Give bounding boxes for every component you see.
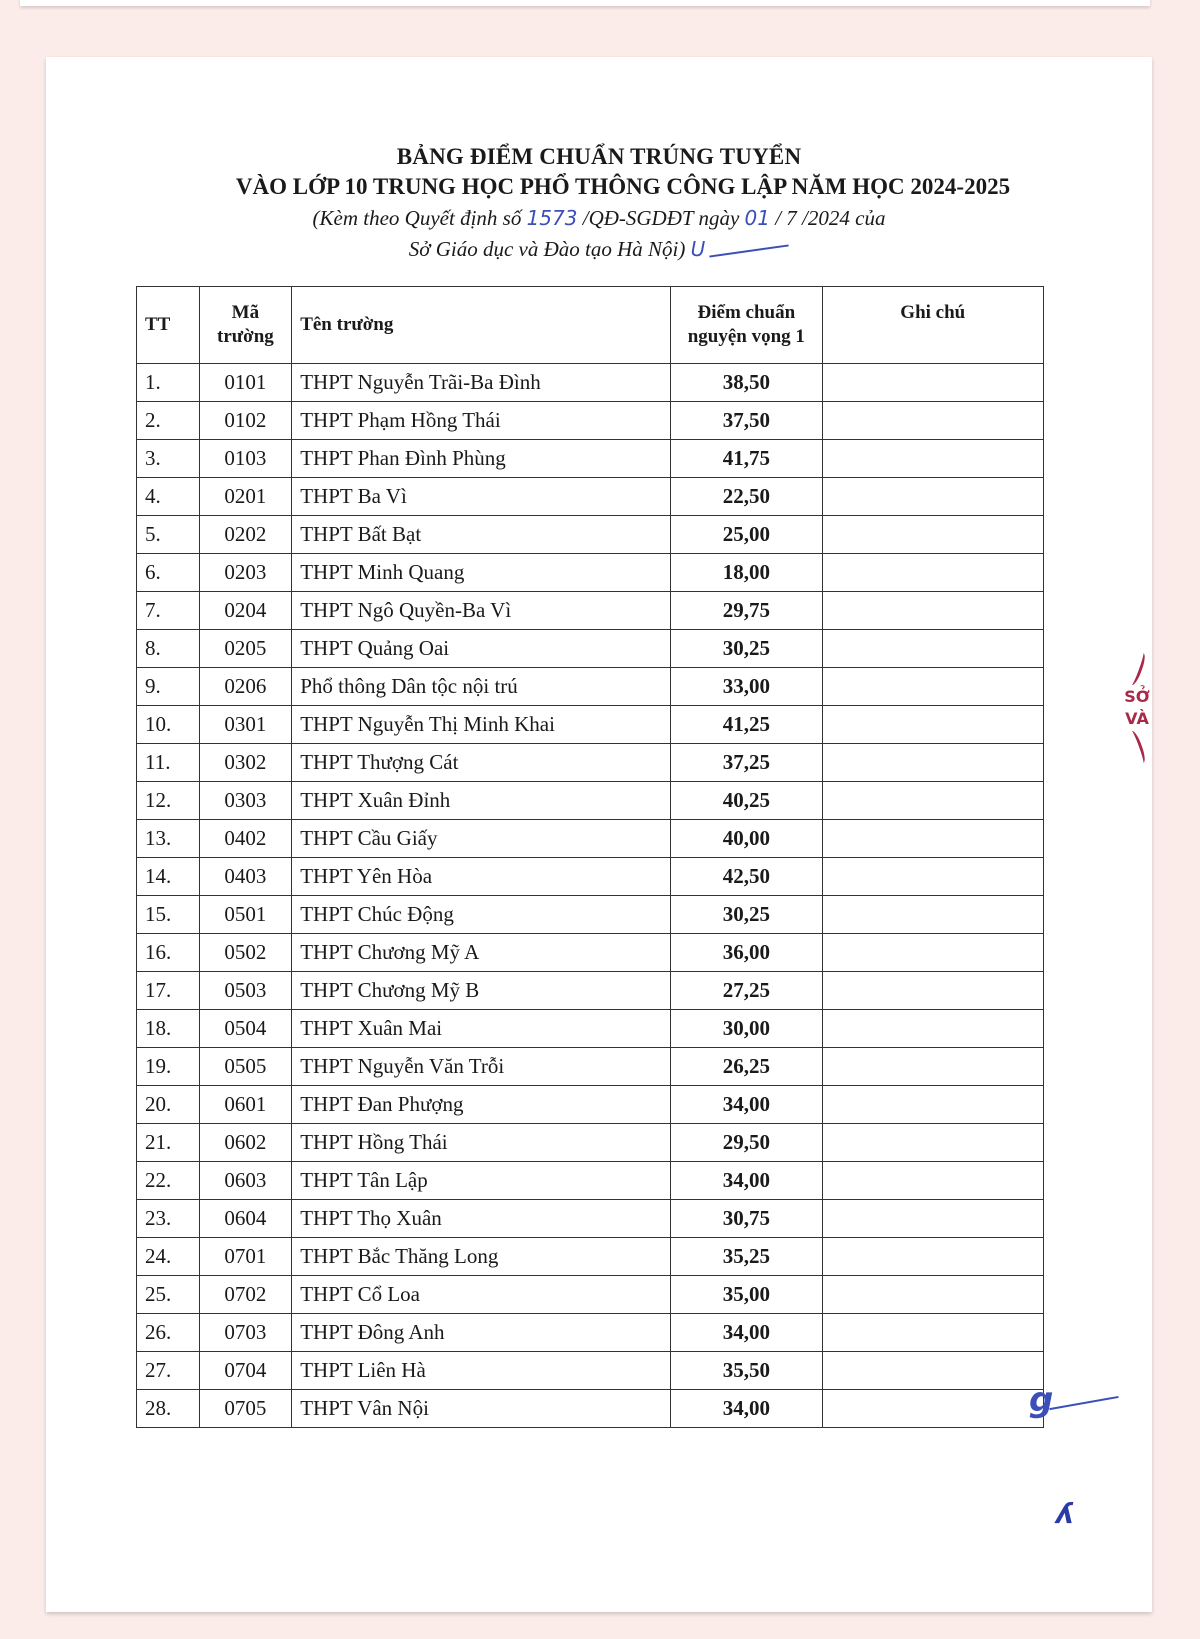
- document-subtitle: [46, 202, 1152, 234]
- school-name: THPT Chương Mỹ A: [292, 934, 671, 972]
- school-name: THPT Chương Mỹ B: [292, 972, 671, 1010]
- school-name: THPT Chúc Động: [292, 896, 671, 934]
- school-code: 0603: [199, 1162, 292, 1200]
- table-row: [137, 1276, 1044, 1314]
- table-row: [137, 668, 1044, 706]
- school-code: 0601: [199, 1086, 292, 1124]
- cutoff-score: 38,50: [671, 364, 822, 402]
- school-code: 0303: [199, 782, 292, 820]
- note: [822, 896, 1043, 934]
- row-index: 9.: [137, 668, 200, 706]
- header-cutoff-score: [671, 287, 822, 364]
- row-index: 4.: [137, 478, 200, 516]
- school-code: 0203: [199, 554, 292, 592]
- school-code: 0502: [199, 934, 292, 972]
- note: [822, 478, 1043, 516]
- corner-initial-signature: [1056, 1497, 1074, 1530]
- school-name: THPT Nguyễn Trãi-Ba Đình: [292, 364, 671, 402]
- header-school-name: Tên trường: [292, 287, 671, 364]
- school-name: THPT Nguyễn Thị Minh Khai: [292, 706, 671, 744]
- cutoff-score: 22,50: [671, 478, 822, 516]
- school-name: THPT Bắc Thăng Long: [292, 1238, 671, 1276]
- row-index: 12.: [137, 782, 200, 820]
- school-code: 0205: [199, 630, 292, 668]
- table-row: [137, 1314, 1044, 1352]
- table-row: [137, 896, 1044, 934]
- row-index: 16.: [137, 934, 200, 972]
- school-name: THPT Đông Anh: [292, 1314, 671, 1352]
- table-row: [137, 364, 1044, 402]
- header-score-line-1: Điểm chuẩn: [697, 302, 796, 323]
- note: [822, 1162, 1043, 1200]
- school-name: THPT Thượng Cát: [292, 744, 671, 782]
- note: [822, 668, 1043, 706]
- school-code: 0505: [199, 1048, 292, 1086]
- school-name: THPT Vân Nội: [292, 1390, 671, 1428]
- table-row: [137, 1086, 1044, 1124]
- note: [822, 1010, 1043, 1048]
- page-initial-signature: [1029, 1380, 1053, 1420]
- note: [822, 744, 1043, 782]
- note: [822, 1124, 1043, 1162]
- school-code: 0403: [199, 858, 292, 896]
- cutoff-score: 30,25: [671, 896, 822, 934]
- document-title: BẢNG ĐIỂM CHUẨN TRÚNG TUYỂN: [396, 144, 802, 169]
- school-code: 0301: [199, 706, 292, 744]
- subtitle-prefix: (Kèm theo Quyết định số: [312, 206, 527, 230]
- school-name: THPT Xuân Mai: [292, 1010, 671, 1048]
- row-index: 18.: [137, 1010, 200, 1048]
- cutoff-score: 30,25: [671, 630, 822, 668]
- row-index: 5.: [137, 516, 200, 554]
- table-row: [137, 1048, 1044, 1086]
- school-code: 0504: [199, 1010, 292, 1048]
- note: [822, 592, 1043, 630]
- school-code: 0202: [199, 516, 292, 554]
- cutoff-score: 40,00: [671, 820, 822, 858]
- table-header-row: [137, 287, 1044, 364]
- table-row: [137, 934, 1044, 972]
- school-code: 0102: [199, 402, 292, 440]
- school-name: THPT Thọ Xuân: [292, 1200, 671, 1238]
- row-index: 23.: [137, 1200, 200, 1238]
- school-name: THPT Yên Hòa: [292, 858, 671, 896]
- red-seal-stamp: [1117, 652, 1157, 792]
- table-row: [137, 1352, 1044, 1390]
- cutoff-score: 35,00: [671, 1276, 822, 1314]
- table-row: [137, 1124, 1044, 1162]
- document-page: [46, 57, 1152, 1612]
- header-code-line-2: trường: [217, 326, 274, 347]
- cutoff-score: 42,50: [671, 858, 822, 896]
- table-row: [137, 706, 1044, 744]
- row-index: 14.: [137, 858, 200, 896]
- cutoff-score: 25,00: [671, 516, 822, 554]
- note: [822, 364, 1043, 402]
- cutoff-score: 34,00: [671, 1086, 822, 1124]
- school-code: 0604: [199, 1200, 292, 1238]
- row-index: 6.: [137, 554, 200, 592]
- stamp-text-1: SỞ: [1124, 687, 1150, 706]
- cutoff-score: 41,25: [671, 706, 822, 744]
- cutoff-score: 41,75: [671, 440, 822, 478]
- decision-day: 01: [744, 206, 770, 230]
- note: [822, 820, 1043, 858]
- school-name: THPT Quảng Oai: [292, 630, 671, 668]
- row-index: 11.: [137, 744, 200, 782]
- corner-initial-text: ʎ: [1056, 1497, 1075, 1530]
- school-name: THPT Hồng Thái: [292, 1124, 671, 1162]
- table-row: [137, 820, 1044, 858]
- cutoff-score: 18,00: [671, 554, 822, 592]
- note: [822, 1086, 1043, 1124]
- row-index: 26.: [137, 1314, 200, 1352]
- school-name: THPT Cổ Loa: [292, 1276, 671, 1314]
- note: [822, 1276, 1043, 1314]
- stamp-arc-top: [1127, 651, 1147, 686]
- table-row: [137, 440, 1044, 478]
- header-code-line-1: Mã: [231, 302, 260, 323]
- table-row: [137, 972, 1044, 1010]
- note: [822, 402, 1043, 440]
- row-index: 2.: [137, 402, 200, 440]
- school-code: 0101: [199, 364, 292, 402]
- table-row: [137, 592, 1044, 630]
- cutoff-score: 40,25: [671, 782, 822, 820]
- school-name: THPT Ba Vì: [292, 478, 671, 516]
- decision-number: 1573: [526, 206, 578, 230]
- row-index: 13.: [137, 820, 200, 858]
- note: [822, 934, 1043, 972]
- table-row: [137, 402, 1044, 440]
- row-index: 20.: [137, 1086, 200, 1124]
- school-code: 0501: [199, 896, 292, 934]
- school-code: 0103: [199, 440, 292, 478]
- cutoff-score: 37,50: [671, 402, 822, 440]
- document-title-line-2: VÀO LỚP 10 TRUNG HỌC PHỔ THÔNG CÔNG LẬP NĂM HỌC 2024-2025: [235, 174, 1011, 199]
- title-block: [46, 142, 1152, 264]
- cutoff-score: 29,75: [671, 592, 822, 630]
- school-code: 0602: [199, 1124, 292, 1162]
- note: [822, 1390, 1043, 1428]
- school-name: THPT Phan Đình Phùng: [292, 440, 671, 478]
- cutoff-score-table: [136, 286, 1044, 1428]
- row-index: 3.: [137, 440, 200, 478]
- table-row: [137, 1390, 1044, 1428]
- school-name: THPT Bất Bạt: [292, 516, 671, 554]
- school-name: THPT Minh Quang: [292, 554, 671, 592]
- note: [822, 706, 1043, 744]
- school-name: THPT Liên Hà: [292, 1352, 671, 1390]
- document-subtitle-line-2: [46, 234, 1152, 264]
- header-note: Ghi chú: [822, 287, 1043, 364]
- note: [822, 1048, 1043, 1086]
- row-index: 8.: [137, 630, 200, 668]
- header-tt: TT: [137, 287, 200, 364]
- school-code: 0703: [199, 1314, 292, 1352]
- school-name: THPT Tân Lập: [292, 1162, 671, 1200]
- cutoff-score: 27,25: [671, 972, 822, 1010]
- note: [822, 858, 1043, 896]
- school-code: 0302: [199, 744, 292, 782]
- row-index: 24.: [137, 1238, 200, 1276]
- note: [822, 782, 1043, 820]
- note: [822, 1314, 1043, 1352]
- table-row: [137, 858, 1044, 896]
- row-index: 19.: [137, 1048, 200, 1086]
- signature-stroke: [710, 245, 789, 258]
- row-index: 27.: [137, 1352, 200, 1390]
- cutoff-score: 36,00: [671, 934, 822, 972]
- school-code: 0702: [199, 1276, 292, 1314]
- cutoff-score: 34,00: [671, 1162, 822, 1200]
- school-code: 0402: [199, 820, 292, 858]
- header-score-line-2: nguyện vọng 1: [687, 326, 805, 347]
- cutoff-score: 35,50: [671, 1352, 822, 1390]
- school-code: 0201: [199, 478, 292, 516]
- stamp-arc-bottom: [1127, 729, 1147, 764]
- cutoff-score: 35,25: [671, 1238, 822, 1276]
- note: [822, 516, 1043, 554]
- row-index: 21.: [137, 1124, 200, 1162]
- school-code: 0705: [199, 1390, 292, 1428]
- note: [822, 440, 1043, 478]
- row-index: 25.: [137, 1276, 200, 1314]
- initial-mark: U: [690, 237, 706, 261]
- table-row: [137, 1010, 1044, 1048]
- row-index: 7.: [137, 592, 200, 630]
- school-code: 0206: [199, 668, 292, 706]
- cutoff-score: 37,25: [671, 744, 822, 782]
- school-name: THPT Đan Phượng: [292, 1086, 671, 1124]
- table-row: [137, 516, 1044, 554]
- note: [822, 554, 1043, 592]
- table-row: [137, 478, 1044, 516]
- signature-tail: [1049, 1396, 1118, 1410]
- note: [822, 1238, 1043, 1276]
- table-row: [137, 1200, 1044, 1238]
- cutoff-score: 30,75: [671, 1200, 822, 1238]
- school-name: THPT Ngô Quyền-Ba Vì: [292, 592, 671, 630]
- school-code: 0204: [199, 592, 292, 630]
- cutoff-score: 34,00: [671, 1390, 822, 1428]
- issuer: Sở Giáo dục và Đào tạo Hà Nội): [408, 237, 686, 261]
- school-code: 0503: [199, 972, 292, 1010]
- table-row: [137, 630, 1044, 668]
- table-row: [137, 1162, 1044, 1200]
- row-index: 17.: [137, 972, 200, 1010]
- table-body: [137, 364, 1044, 1428]
- school-name: THPT Phạm Hồng Thái: [292, 402, 671, 440]
- school-code: 0704: [199, 1352, 292, 1390]
- cutoff-score: 26,25: [671, 1048, 822, 1086]
- table-row: [137, 782, 1044, 820]
- row-index: 15.: [137, 896, 200, 934]
- subtitle-suffix: / 7 /2024 của: [769, 206, 886, 230]
- note: [822, 1200, 1043, 1238]
- row-index: 1.: [137, 364, 200, 402]
- school-name: THPT Xuân Đỉnh: [292, 782, 671, 820]
- table-row: [137, 554, 1044, 592]
- row-index: 28.: [137, 1390, 200, 1428]
- table-row: [137, 744, 1044, 782]
- row-index: 22.: [137, 1162, 200, 1200]
- school-name: THPT Cầu Giấy: [292, 820, 671, 858]
- header-school-code: [199, 287, 292, 364]
- note: [822, 630, 1043, 668]
- note: [822, 972, 1043, 1010]
- cutoff-score: 34,00: [671, 1314, 822, 1352]
- stamp-text-2: VÀ: [1125, 709, 1149, 728]
- subtitle-mid: /QĐ-SGDĐT ngày: [577, 206, 745, 230]
- page-initial-text: g: [1029, 1380, 1054, 1420]
- school-code: 0701: [199, 1238, 292, 1276]
- row-index: 10.: [137, 706, 200, 744]
- previous-page-edge: [20, 0, 1150, 6]
- school-name: THPT Nguyễn Văn Trỗi: [292, 1048, 671, 1086]
- school-name: Phổ thông Dân tộc nội trú: [292, 668, 671, 706]
- cutoff-score: 33,00: [671, 668, 822, 706]
- cutoff-score: 30,00: [671, 1010, 822, 1048]
- note: [822, 1352, 1043, 1390]
- table-row: [137, 1238, 1044, 1276]
- cutoff-score: 29,50: [671, 1124, 822, 1162]
